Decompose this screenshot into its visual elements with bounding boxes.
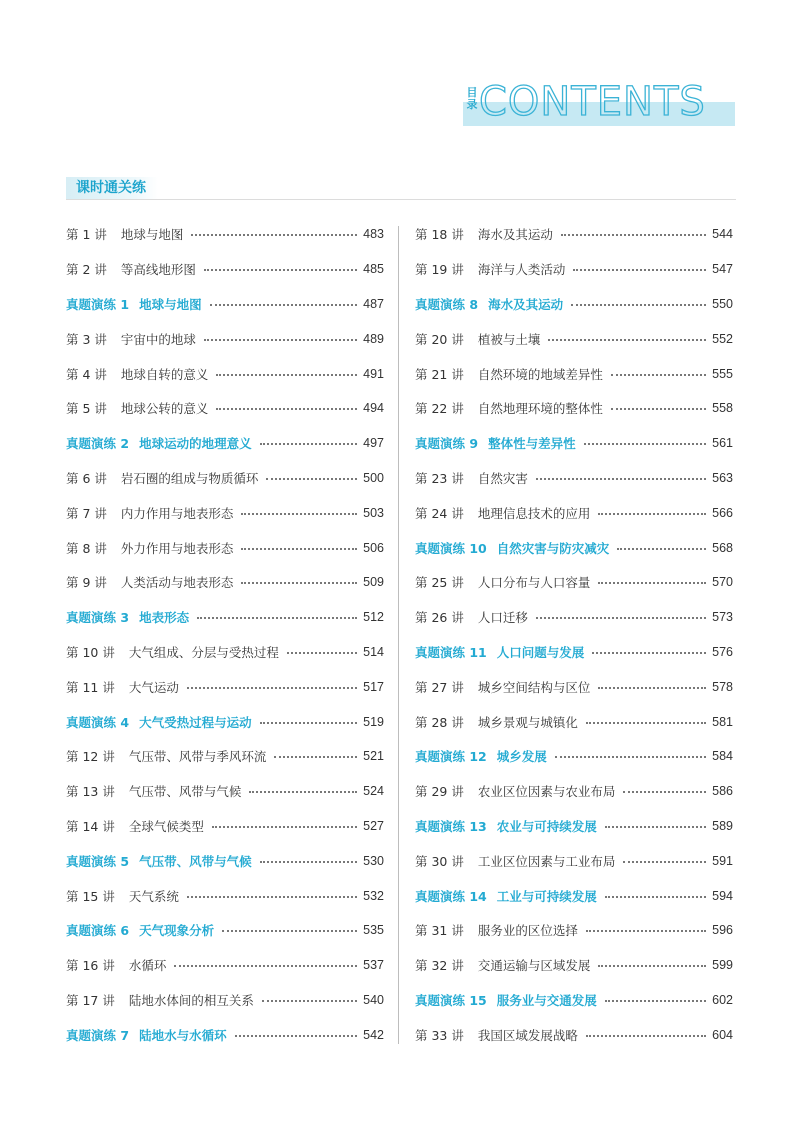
toc-entry-title: 人口分布与人口容量 [477,575,591,591]
toc-entry-lecture[interactable] [66,356,384,391]
toc-entry-lecture[interactable] [66,565,384,600]
toc-entry-title: 城乡发展 [496,749,547,765]
toc-entry-title: 水循环 [128,958,167,974]
toc-entry-number: 第 2 讲 [66,262,107,278]
toc-entry-number: 第 31 讲 [415,923,464,939]
toc-entry-number: 真题演练 2 [66,436,130,452]
toc-entry-title: 服务业与交通发展 [496,992,597,1008]
toc-entry-exam[interactable] [415,635,733,670]
toc-entry-page: 596 [712,923,733,938]
toc-entry-lecture[interactable] [415,321,733,356]
toc-entry-page: 586 [712,784,733,799]
section-divider [66,199,736,200]
toc-entry-page: 487 [363,296,384,311]
toc-entry-exam[interactable] [66,426,384,461]
toc-entry-lecture[interactable] [66,739,384,774]
toc-entry-page: 532 [363,888,384,903]
toc-entry-title: 天气系统 [128,888,179,904]
toc-entry-title: 内力作用与地表形态 [120,505,234,521]
toc-entry-number: 第 33 讲 [415,1027,464,1043]
toc-entry-title: 陆地水体间的相互关系 [128,992,254,1008]
toc-entry-lecture[interactable] [66,391,384,426]
dot-leader [617,548,706,550]
dot-leader [241,513,357,515]
column-divider [398,226,399,1044]
toc-entry-title: 天气现象分析 [139,923,215,939]
toc-entry-title: 等高线地形图 [120,262,196,278]
dot-leader [611,408,706,410]
toc-entry-number: 真题演练 14 [415,888,487,904]
toc-entry-page: 599 [712,958,733,973]
toc-entry-number: 第 4 讲 [66,366,107,382]
dot-leader [598,965,706,967]
toc-entry-exam[interactable] [415,983,733,1018]
contents-header [463,79,735,126]
toc-entry-exam[interactable] [66,287,384,322]
toc-entry-lecture[interactable] [415,565,733,600]
toc-entry-page: 604 [712,1027,733,1042]
dot-leader [605,1000,706,1002]
dot-leader [260,443,358,445]
toc-entry-lecture[interactable] [66,983,384,1018]
toc-entry-lecture[interactable] [66,948,384,983]
dot-leader [586,930,706,932]
toc-entry-page: 524 [363,784,384,799]
toc-entry-exam[interactable] [66,1017,384,1052]
toc-entry-title: 城乡空间结构与区位 [477,679,591,695]
toc-entry-title: 植被与土壤 [477,331,541,347]
toc-entry-lecture[interactable] [66,809,384,844]
toc-entry-title: 服务业的区位选择 [477,923,578,939]
toc-entry-number: 真题演练 9 [415,436,479,452]
toc-entry-page: 547 [712,262,733,277]
toc-entry-number: 第 20 讲 [415,331,464,347]
toc-entry-lecture[interactable] [415,843,733,878]
section-title: 课时通关练 [66,177,158,199]
toc-entry-title: 自然环境的地域差异性 [477,366,603,382]
toc-entry-number: 真题演练 12 [415,749,487,765]
toc-entry-title: 自然灾害与防灾减灾 [496,540,610,556]
toc-entry-page: 566 [712,505,733,520]
toc-entry-number: 第 29 讲 [415,784,464,800]
toc-entry-title: 气压带、风带与气候 [128,784,242,800]
toc-entry-title: 人口问题与发展 [496,644,585,660]
toc-entry-number: 第 7 讲 [66,505,107,521]
toc-entry-exam[interactable] [66,600,384,635]
toc-entry-title: 地球与地图 [120,227,184,243]
toc-entry-number: 第 13 讲 [66,784,115,800]
toc-entry-lecture[interactable] [415,252,733,287]
dot-leader [249,791,357,793]
toc-entry-number: 第 18 讲 [415,227,464,243]
dot-leader [274,756,357,758]
toc-entry-number: 第 26 讲 [415,610,464,626]
toc-entry-page: 576 [712,644,733,659]
toc-entry-number: 第 1 讲 [66,227,107,243]
toc-entry-page: 489 [363,331,384,346]
toc-entry-number: 第 14 讲 [66,818,115,834]
dot-leader [222,930,357,932]
dot-leader [605,826,706,828]
dot-leader [235,1035,358,1037]
toc-entry-number: 第 12 讲 [66,749,115,765]
dot-leader [241,582,357,584]
toc-entry-title: 自然灾害 [477,470,528,486]
toc-entry-exam[interactable] [66,704,384,739]
dot-leader [611,374,706,376]
toc-entry-number: 第 11 讲 [66,679,115,695]
toc-entry-title: 气压带、风带与气候 [139,853,252,869]
toc-entry-title: 陆地水与水循环 [139,1027,227,1043]
dot-leader [191,234,357,236]
toc-entry-page: 581 [712,714,733,729]
toc-entry-number: 第 25 讲 [415,575,464,591]
toc-entry-number: 第 21 讲 [415,366,464,382]
toc-entry-page: 591 [712,853,733,868]
toc-entry-lecture[interactable] [415,600,733,635]
toc-entry-page: 563 [712,470,733,485]
toc-entry-title: 宇宙中的地球 [120,331,196,347]
dot-leader [584,443,707,445]
dot-leader [204,339,357,341]
toc-entry-number: 真题演练 5 [66,853,130,869]
toc-entry-number: 第 6 讲 [66,470,107,486]
dot-leader [287,652,357,654]
toc-entry-title: 大气组成、分层与受热过程 [128,644,279,660]
toc-entry-number: 真题演练 8 [415,296,479,312]
toc-entry-lecture[interactable] [66,217,384,252]
toc-entry-page: 573 [712,610,733,625]
toc-entry-exam[interactable] [415,739,733,774]
toc-entry-number: 第 24 讲 [415,505,464,521]
toc-entry-number: 真题演练 4 [66,714,130,730]
dot-leader [536,478,706,480]
dot-leader [623,791,706,793]
toc-entry-page: 550 [712,296,733,311]
toc-entry-number: 真题演练 1 [66,296,130,312]
toc-entry-page: 537 [363,958,384,973]
toc-entry-lecture[interactable] [66,461,384,496]
toc-entry-number: 真题演练 13 [415,818,487,834]
dot-leader [260,861,358,863]
toc-entry-page: 570 [712,575,733,590]
toc-right-column [415,217,733,1052]
toc-entry-title: 工业区位因素与工业布局 [477,853,616,869]
toc-entry-lecture[interactable] [415,948,733,983]
toc-entry-title: 外力作用与地表形态 [120,540,234,556]
toc-entry-page: 584 [712,749,733,764]
toc-entry-lecture[interactable] [415,495,733,530]
toc-entry-number: 真题演练 11 [415,644,487,660]
toc-entry-number: 真题演练 3 [66,610,130,626]
toc-entry-number: 真题演练 7 [66,1027,130,1043]
dot-leader [260,722,358,724]
toc-entry-number: 真题演练 15 [415,992,487,1008]
toc-entry-exam[interactable] [66,913,384,948]
toc-entry-number: 第 19 讲 [415,262,464,278]
toc-entry-title: 地球公转的意义 [120,401,209,417]
toc-entry-page: 552 [712,331,733,346]
toc-entry-exam[interactable] [415,426,733,461]
dot-leader [216,408,357,410]
dot-leader [187,896,357,898]
toc-entry-number: 第 5 讲 [66,401,107,417]
toc-entry-title: 地球与地图 [139,296,202,312]
header-en-label: CONTENTS [479,79,706,125]
toc-entry-lecture[interactable] [415,356,733,391]
toc-entry-lecture[interactable] [415,217,733,252]
toc-entry-exam[interactable] [415,878,733,913]
toc-entry-title: 我国区域发展战略 [477,1027,578,1043]
toc-entry-title: 大气受热过程与运动 [139,714,252,730]
toc-entry-title: 全球气候类型 [128,818,204,834]
toc-entry-title: 人口迁移 [477,610,528,626]
toc-entry-page: 530 [363,853,384,868]
toc-entry-exam[interactable] [415,287,733,322]
toc-left-column [66,217,384,1052]
toc-entry-page: 491 [363,366,384,381]
toc-entry-title: 整体性与差异性 [488,436,576,452]
toc-entry-lecture[interactable] [66,530,384,565]
toc-entry-title: 地球自转的意义 [120,366,209,382]
toc-entry-title: 城乡景观与城镇化 [477,714,578,730]
toc-entry-page: 521 [363,749,384,764]
toc-entry-lecture[interactable] [66,635,384,670]
toc-entry-title: 农业与可持续发展 [496,818,597,834]
toc-entry-page: 540 [363,992,384,1007]
dot-leader [586,722,706,724]
toc-entry-page: 535 [363,923,384,938]
toc-entry-number: 第 23 讲 [415,470,464,486]
toc-entry-page: 506 [363,540,384,555]
toc-entry-number: 第 22 讲 [415,401,464,417]
toc-entry-title: 岩石圈的组成与物质循环 [120,470,259,486]
header-cn-label: 目录 [466,86,478,111]
toc-entry-page: 602 [712,992,733,1007]
toc-entry-number: 第 16 讲 [66,958,115,974]
dot-leader [623,861,706,863]
toc-entry-page: 527 [363,818,384,833]
toc-entry-page: 519 [363,714,384,729]
dot-leader [605,896,706,898]
toc-entry-number: 第 27 讲 [415,679,464,695]
toc-entry-number: 第 17 讲 [66,992,115,1008]
toc-entry-title: 工业与可持续发展 [496,888,597,904]
dot-leader [241,548,357,550]
toc-entry-lecture[interactable] [66,252,384,287]
toc-entry-title: 地表形态 [139,610,190,626]
toc-entry-title: 农业区位因素与农业布局 [477,784,616,800]
dot-leader [197,617,357,619]
dot-leader [561,234,706,236]
toc-entry-title: 自然地理环境的整体性 [477,401,603,417]
toc-entry-page: 514 [363,644,384,659]
dot-leader [210,304,358,306]
toc-entry-lecture[interactable] [415,913,733,948]
toc-entry-title: 海洋与人类活动 [477,262,566,278]
dot-leader [598,687,706,689]
toc-entry-page: 517 [363,679,384,694]
dot-leader [555,756,706,758]
dot-leader [598,582,706,584]
toc-entry-title: 大气运动 [128,679,179,695]
toc-entry-number: 第 15 讲 [66,888,115,904]
toc-entry-lecture[interactable] [415,461,733,496]
toc-entry-page: 589 [712,818,733,833]
toc-entry-page: 494 [363,401,384,416]
toc-entry-title: 海水及其运动 [477,227,553,243]
dot-leader [174,965,357,967]
toc-entry-page: 500 [363,470,384,485]
toc-entry-number: 第 28 讲 [415,714,464,730]
toc-entry-page: 561 [712,436,733,451]
toc-entry-lecture[interactable] [415,774,733,809]
dot-leader [212,826,357,828]
dot-leader [548,339,706,341]
toc-entry-title: 气压带、风带与季风环流 [128,749,267,765]
dot-leader [598,513,706,515]
toc-entry-page: 503 [363,505,384,520]
toc-entry-lecture[interactable] [66,321,384,356]
toc-entry-title: 海水及其运动 [488,296,564,312]
toc-entry-page: 497 [363,436,384,451]
toc-entry-number: 真题演练 10 [415,540,487,556]
toc-entry-lecture[interactable] [415,391,733,426]
toc-entry-lecture[interactable] [66,669,384,704]
toc-entry-page: 483 [363,227,384,242]
toc-entry-number: 第 8 讲 [66,540,107,556]
toc-entry-title: 人类活动与地表形态 [120,575,234,591]
dot-leader [586,1035,706,1037]
toc-entry-page: 485 [363,262,384,277]
toc-entry-lecture[interactable] [66,774,384,809]
dot-leader [571,304,706,306]
toc-entry-exam[interactable] [66,843,384,878]
dot-leader [266,478,357,480]
toc-entry-page: 558 [712,401,733,416]
toc-entry-exam[interactable] [415,530,733,565]
toc-entry-lecture[interactable] [66,878,384,913]
toc-entry-lecture[interactable] [415,669,733,704]
dot-leader [216,374,357,376]
toc-entry-number: 第 32 讲 [415,958,464,974]
toc-entry-title: 地理信息技术的应用 [477,505,591,521]
toc-entry-lecture[interactable] [66,495,384,530]
dot-leader [262,1000,357,1002]
toc-entry-number: 真题演练 6 [66,923,130,939]
dot-leader [592,652,706,654]
toc-entry-exam[interactable] [415,809,733,844]
dot-leader [187,687,357,689]
toc-entry-page: 594 [712,888,733,903]
toc-entry-title: 交通运输与区域发展 [477,958,591,974]
dot-leader [204,269,357,271]
toc-entry-lecture[interactable] [415,704,733,739]
toc-entry-page: 512 [363,610,384,625]
toc-entry-number: 第 9 讲 [66,575,107,591]
toc-entry-page: 544 [712,227,733,242]
toc-entry-number: 第 3 讲 [66,331,107,347]
toc-entry-page: 568 [712,540,733,555]
toc-entry-number: 第 30 讲 [415,853,464,869]
toc-entry-number: 第 10 讲 [66,644,115,660]
toc-entry-lecture[interactable] [415,1017,733,1052]
toc-entry-page: 555 [712,366,733,381]
toc-entry-title: 地球运动的地理意义 [139,436,252,452]
toc-entry-page: 542 [363,1027,384,1042]
dot-leader [536,617,706,619]
toc-entry-page: 509 [363,575,384,590]
toc-entry-page: 578 [712,679,733,694]
dot-leader [573,269,706,271]
